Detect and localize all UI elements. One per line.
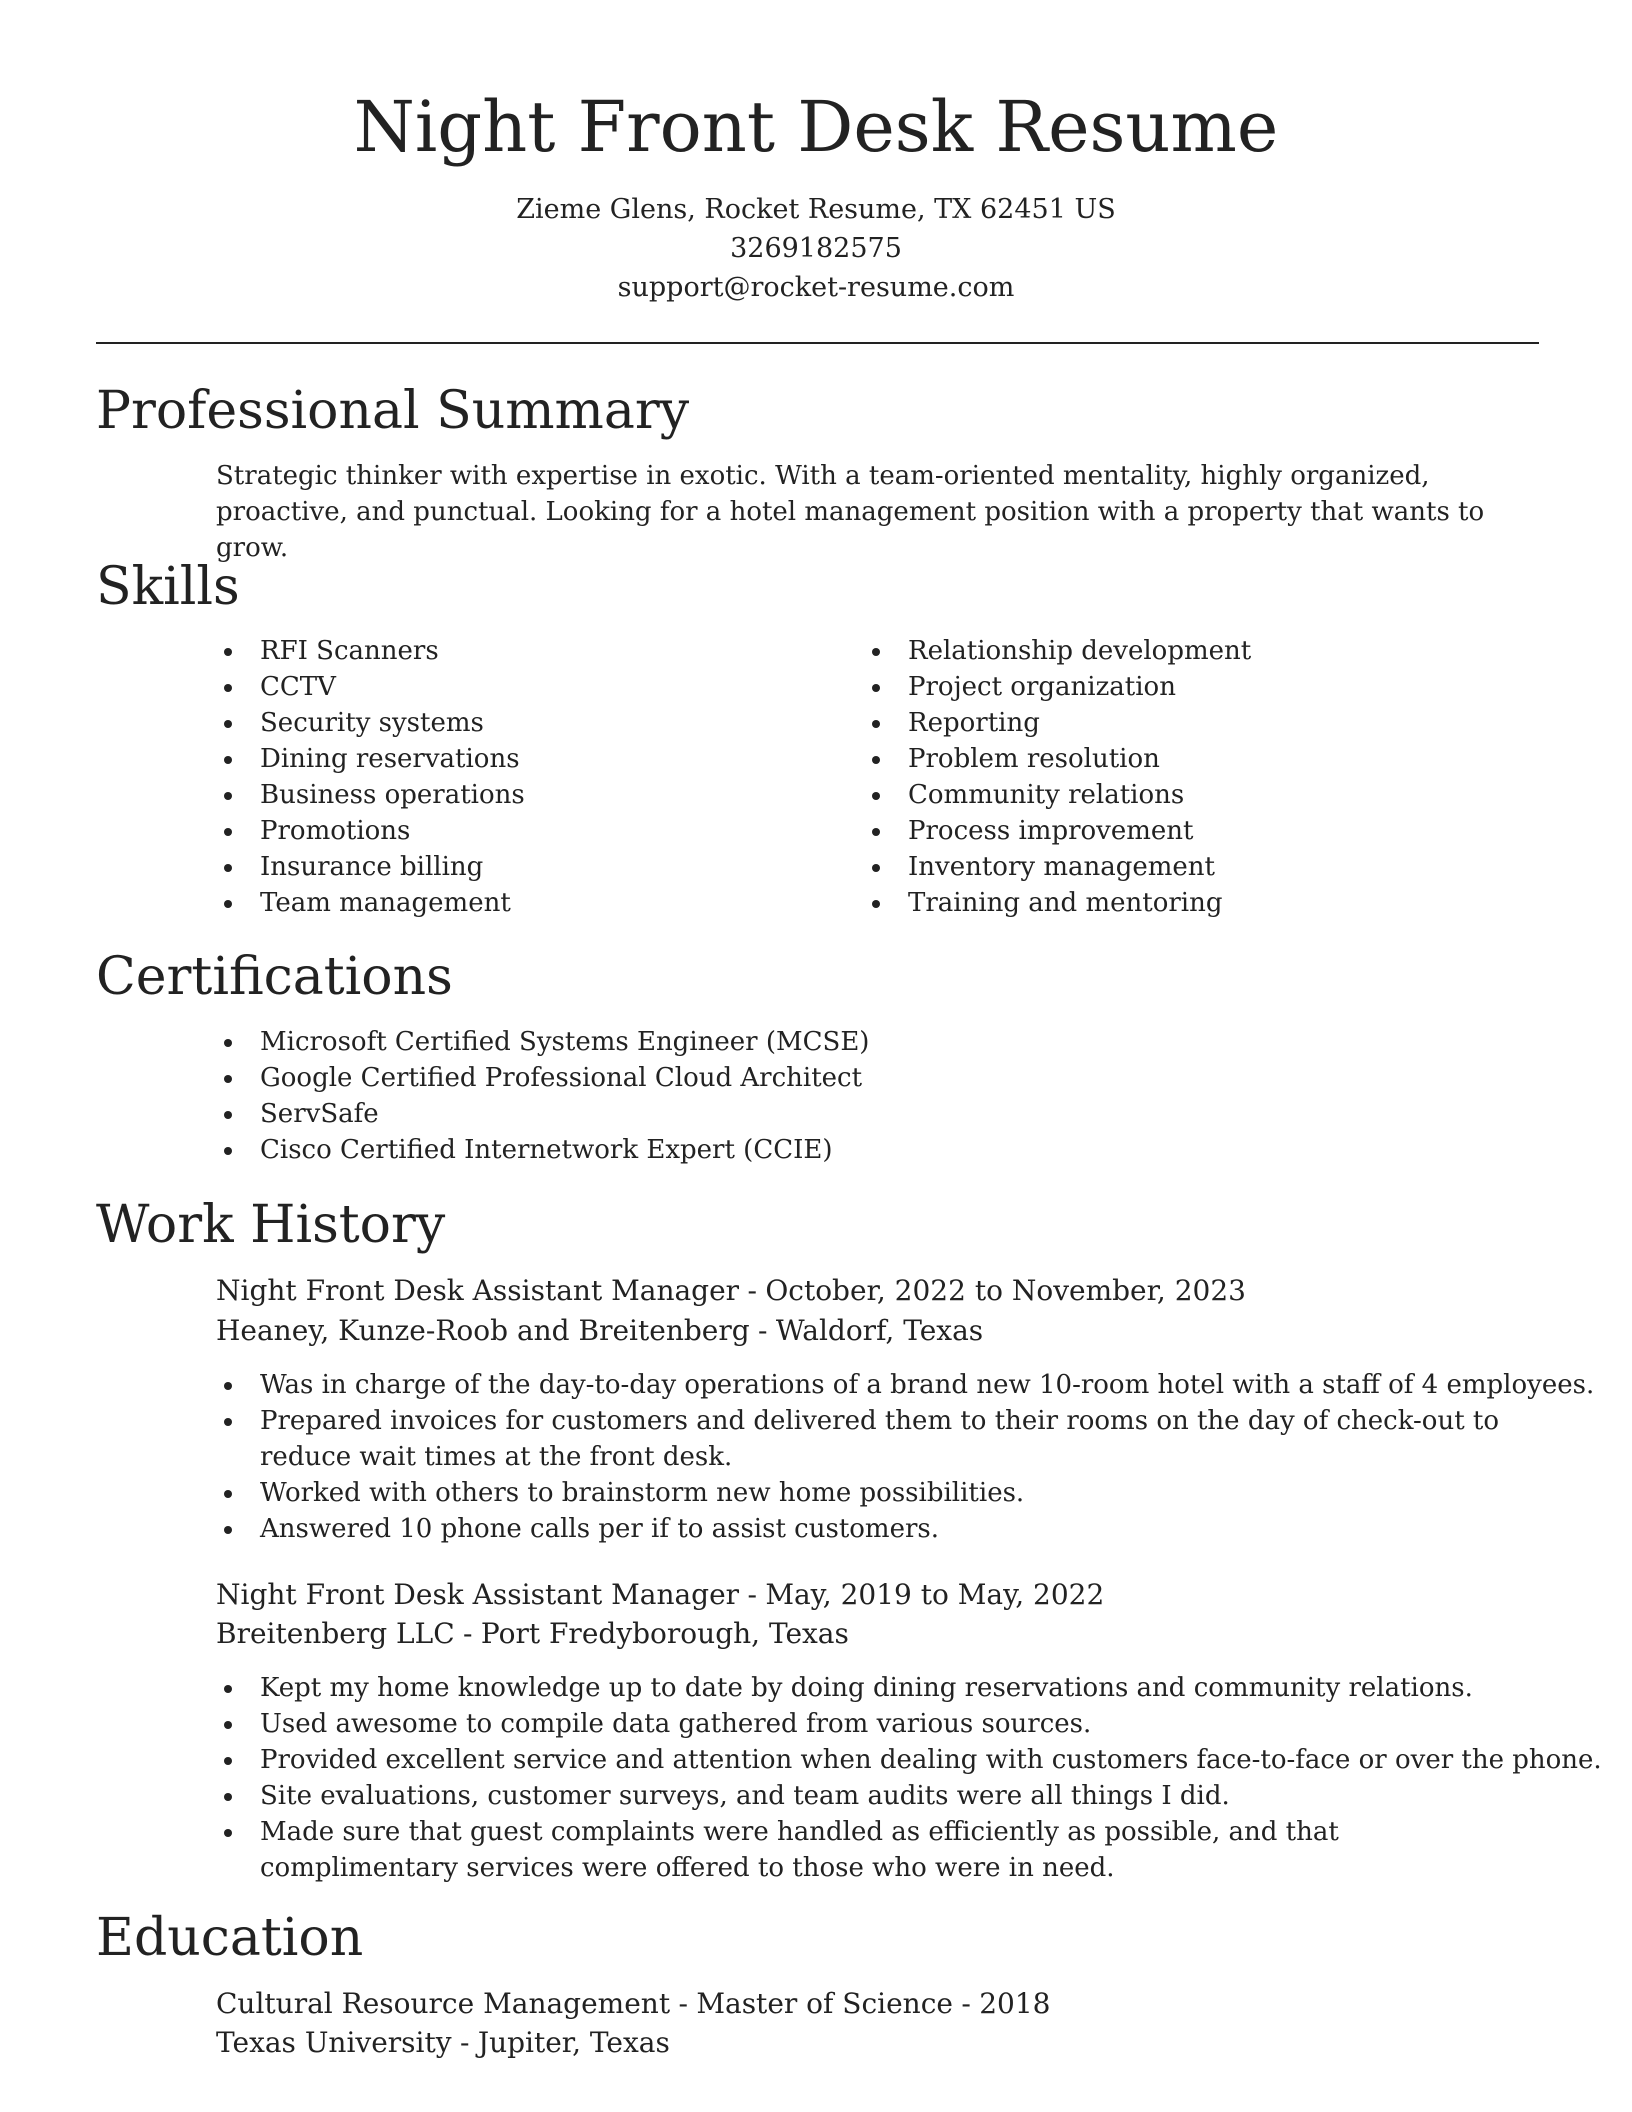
bullet-icon [872,756,880,764]
skill-item: Team management [216,885,816,921]
certification-item: ServSafe [216,1096,1516,1132]
bullet-icon [224,1685,232,1693]
job-bullet: Used awesome to compile data gathered from various sources. [216,1706,1516,1742]
skills-list-left [216,633,816,921]
summary-heading: Professional Summary [96,381,690,441]
education-year: 2018 [979,1987,1051,2020]
bullet-icon [224,1757,232,1765]
job-bullet: Site evaluations, customer surveys, and team audits were all things I did. [216,1778,1516,1814]
job-bullet: Prepared invoices for customers and delivered them to their rooms on the day of check-out to reduce wait times at the front desk. [216,1403,1516,1475]
header-divider [96,342,1539,344]
skill-item: Problem resolution [864,741,1504,777]
bullet-icon [224,648,232,656]
job-bullets [216,1367,1595,1547]
education-heading: Education [96,1908,364,1968]
skills-heading: Skills [96,557,240,617]
summary-text: Strategic thinker with expertise in exotic. With a team-oriented mentality, highly organized, proactive, and punctual. Looking for a hotel management position with a property that wants to grow. [216,461,1485,563]
job-title: Night Front Desk Assistant Manager [216,1274,740,1307]
bullet-icon [224,1793,232,1801]
skill-item: Process improvement [864,813,1504,849]
job-dates: May, 2019 to May, 2022 [765,1578,1105,1611]
bullet-icon [224,1039,232,1047]
job-title: Night Front Desk Assistant Manager [216,1578,740,1611]
job-title-line: Night Front Desk Assistant Manager - October, 2022 to November, 2023 [216,1274,1246,1307]
education-school: Texas University [216,2026,452,2059]
skill-item: Dining reservations [216,741,816,777]
bullet-icon [224,828,232,836]
skill-item: RFI Scanners [216,633,816,669]
education-degree-line: Cultural Resource Management - Master of Science - 2018 [216,1987,1051,2020]
certification-item: Microsoft Certified Systems Engineer (MCSE) [216,1024,1516,1060]
certification-item: Google Certified Professional Cloud Architect [216,1060,1516,1096]
skill-item: Business operations [216,777,816,813]
bullet-icon [224,900,232,908]
bullet-icon [224,1418,232,1426]
job-title-line: Night Front Desk Assistant Manager - May, 2019 to May, 2022 [216,1578,1105,1611]
skill-item: Project organization [864,669,1504,705]
skill-item: Community relations [864,777,1504,813]
bullet-icon [224,792,232,800]
bullet-icon [872,684,880,692]
job-bullet: Worked with others to brainstorm new home possibilities. [216,1475,1516,1511]
bullet-icon [224,1829,232,1837]
contact-block [0,190,1632,307]
bullet-icon [872,720,880,728]
education-school-line: Texas University - Jupiter, Texas [216,2026,670,2059]
resume-title: Night Front Desk Resume [353,86,1279,168]
skill-item: Insurance billing [216,849,816,885]
job-company: Breitenberg LLC [216,1617,455,1650]
bullet-icon [224,1526,232,1534]
bullet-icon [224,684,232,692]
education-degree: Master of Science [696,1987,953,2020]
bullet-icon [872,900,880,908]
skill-item: Security systems [216,705,816,741]
skill-item: Inventory management [864,849,1504,885]
certification-item: Cisco Certified Internetwork Expert (CCIE) [216,1132,1516,1168]
bullet-icon [224,1147,232,1155]
job-location: Port Fredyborough, Texas [480,1617,849,1650]
bullet-icon [872,864,880,872]
phone-number: 3269182575 [730,233,902,264]
skill-item: Promotions [216,813,816,849]
job-bullet: Provided excellent service and attention when dealing with customers face-to-face or over the phone. [216,1742,1516,1778]
bullet-icon [872,648,880,656]
job-company-line: Breitenberg LLC - Port Fredyborough, Texas [216,1617,849,1650]
job-location: Waldorf, Texas [775,1314,984,1347]
job-company: Heaney, Kunze-Roob and Breitenberg [216,1314,750,1347]
bullet-icon [872,828,880,836]
skills-list-right [864,633,1504,921]
bullet-icon [224,1382,232,1390]
education-location: Jupiter, Texas [477,2026,670,2059]
bullet-icon [224,1075,232,1083]
bullet-icon [224,1111,232,1119]
job-bullet: Made sure that guest complaints were handled as efficiently as possible, and that complimentary services were offered to those who were in need. [216,1814,1516,1886]
email-address: support@rocket-resume.com [617,272,1015,303]
job-company-line: Heaney, Kunze-Roob and Breitenberg - Waldorf, Texas [216,1314,984,1347]
certifications-list [216,1024,1516,1168]
skill-item: CCTV [216,669,816,705]
education-field: Cultural Resource Management [216,1987,671,2020]
job-bullets [216,1670,1602,1886]
job-bullet: Answered 10 phone calls per if to assist customers. [216,1511,1516,1547]
bullet-icon [224,756,232,764]
bullet-icon [224,864,232,872]
job-bullet: Was in charge of the day-to-day operations of a brand new 10-room hotel with a staff of 4 employees. [216,1367,1516,1403]
address: Zieme Glens, Rocket Resume, TX 62451 US [516,194,1116,225]
bullet-icon [224,1490,232,1498]
skill-item: Training and mentoring [864,885,1504,921]
skill-item: Relationship development [864,633,1504,669]
bullet-icon [224,720,232,728]
bullet-icon [872,792,880,800]
bullet-icon [224,1721,232,1729]
skill-item: Reporting [864,705,1504,741]
job-dates: October, 2022 to November, 2023 [765,1274,1246,1307]
certifications-heading: Certifications [96,947,453,1007]
work-history-heading: Work History [96,1195,446,1255]
job-bullet: Kept my home knowledge up to date by doing dining reservations and community relations. [216,1670,1516,1706]
